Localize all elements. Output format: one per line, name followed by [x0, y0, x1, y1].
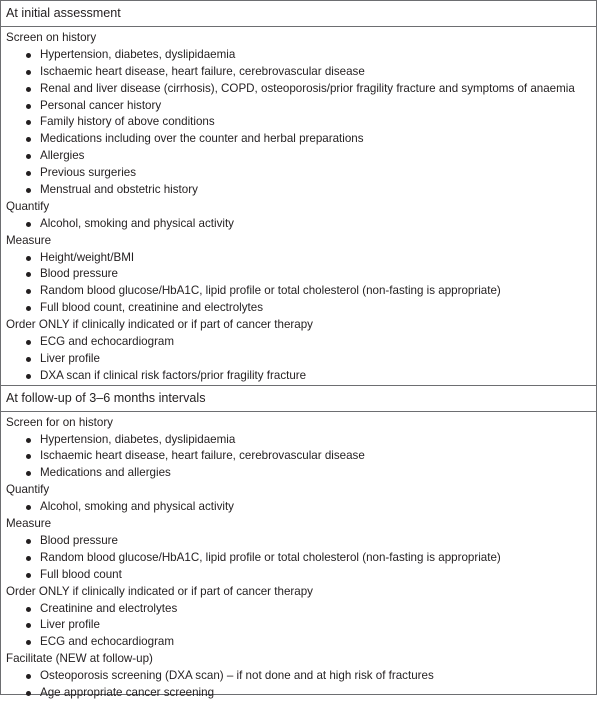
- list-item: Blood pressure: [6, 533, 596, 550]
- list-item: Personal cancer history: [6, 98, 596, 115]
- list-item: Liver profile: [6, 617, 596, 634]
- list-item: Family history of above conditions: [6, 114, 596, 131]
- list-item: Hypertension, diabetes, dyslipidaemia: [6, 47, 596, 64]
- section-header-follow-up: At follow-up of 3–6 months intervals: [1, 385, 596, 412]
- bullet-list: [6, 250, 596, 318]
- list-item: Hypertension, diabetes, dyslipidaemia: [6, 432, 596, 449]
- list-item: Renal and liver disease (cirrhosis), COPD, osteoporosis/prior fragility fracture and symptoms of anaemia: [6, 81, 596, 98]
- bullet-list: [6, 601, 596, 652]
- list-item: ECG and echocardiogram: [6, 334, 596, 351]
- list-item: Osteoporosis screening (DXA scan) – if not done and at high risk of fractures: [6, 668, 596, 685]
- group-title: Measure: [6, 517, 52, 531]
- section-header-initial: At initial assessment: [1, 1, 596, 27]
- bullet-list: [6, 533, 596, 584]
- list-item: DXA scan if clinical risk factors/prior fragility fracture: [6, 368, 596, 385]
- section-body-follow-up: [1, 412, 596, 702]
- list-item: Blood pressure: [6, 266, 596, 283]
- group-title: Screen on history: [6, 31, 97, 44]
- list-item: Previous surgeries: [6, 165, 596, 182]
- bullet-list: [6, 668, 596, 702]
- list-item: Age appropriate cancer screening: [6, 685, 596, 702]
- group-title: Screen for on history: [6, 415, 113, 429]
- list-item: Alcohol, smoking and physical activity: [6, 216, 596, 233]
- section-body-initial: [1, 27, 596, 385]
- bullet-list: [6, 47, 596, 199]
- bullet-list: [6, 334, 596, 385]
- list-item: Menstrual and obstetric history: [6, 182, 596, 199]
- group-title: Order ONLY if clinically indicated or if part of cancer therapy: [6, 584, 313, 598]
- list-item: ECG and echocardiogram: [6, 634, 596, 651]
- list-item: Full blood count: [6, 567, 596, 584]
- list-item: Ischaemic heart disease, heart failure, cerebrovascular disease: [6, 448, 596, 465]
- list-item: Height/weight/BMI: [6, 250, 596, 267]
- list-item: Liver profile: [6, 351, 596, 368]
- list-item: Ischaemic heart disease, heart failure, cerebrovascular disease: [6, 64, 596, 81]
- group-title: Quantify: [6, 483, 50, 497]
- group-title: Quantify: [6, 199, 50, 213]
- list-item: Random blood glucose/HbA1C, lipid profile or total cholesterol (non-fasting is appropriate): [6, 550, 596, 567]
- list-item: Creatinine and electrolytes: [6, 601, 596, 618]
- list-item: Random blood glucose/HbA1C, lipid profile or total cholesterol (non-fasting is appropriate): [6, 283, 596, 300]
- bullet-list: [6, 499, 596, 516]
- group-title: Measure: [6, 233, 52, 247]
- group-title: Facilitate (NEW at follow-up): [6, 652, 153, 666]
- list-item: Allergies: [6, 148, 596, 165]
- bullet-list: [6, 432, 596, 483]
- list-item: Medications and allergies: [6, 465, 596, 482]
- group-title: Order ONLY if clinically indicated or if part of cancer therapy: [6, 318, 313, 332]
- list-item: Alcohol, smoking and physical activity: [6, 499, 596, 516]
- list-item: Full blood count, creatinine and electrolytes: [6, 300, 596, 317]
- bullet-list: [6, 216, 596, 233]
- list-item: Medications including over the counter and herbal preparations: [6, 131, 596, 148]
